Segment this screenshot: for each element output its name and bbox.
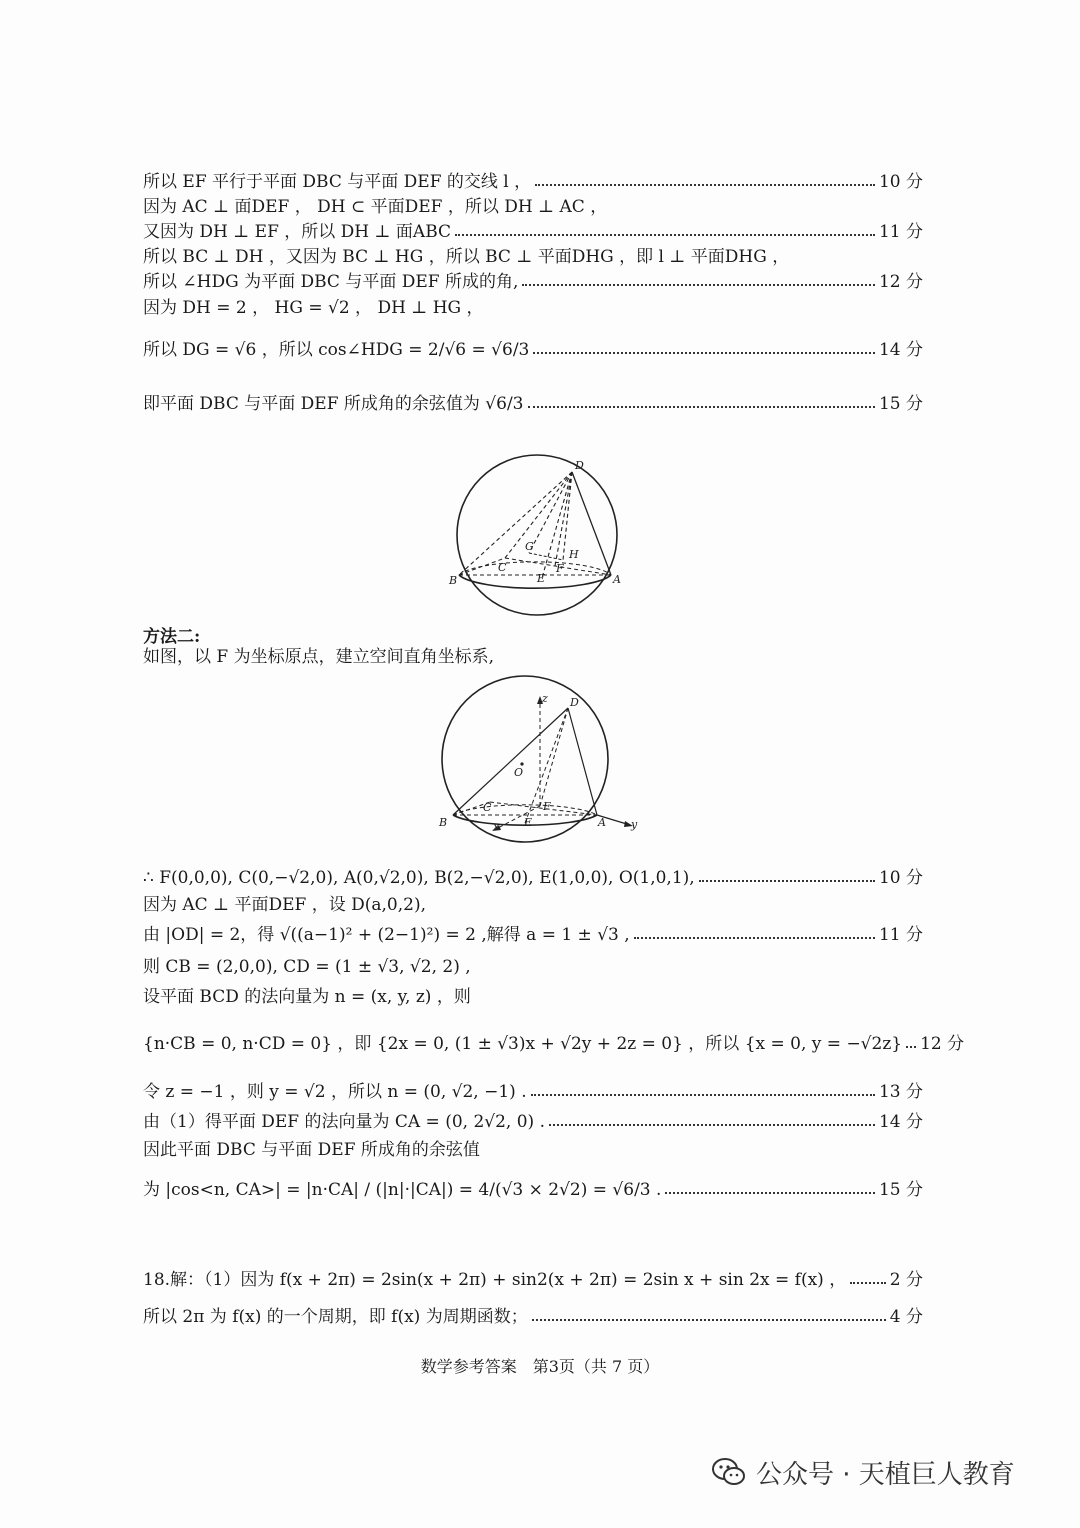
- score-label: 2 分: [889, 1270, 923, 1290]
- line-text: 由（1）得平面 DEF 的法向量为 CA = (0, 2√2, 0) .: [143, 1112, 545, 1132]
- leader-dots: [528, 406, 875, 408]
- segment-DG: [529, 472, 572, 553]
- leader-dots: [699, 880, 875, 882]
- watermark: [712, 1452, 1015, 1492]
- label-D: D: [575, 459, 584, 472]
- line-text: 由 |OD| = 2，得 √((a−1)² + (2−1)²) = 2 ,解得 a = 1 ± √3 ,: [143, 925, 630, 945]
- label-C: C: [483, 801, 492, 814]
- line-text: 则 CB = (2,0,0), CD = (1 ± √3, √2, 2) ,: [143, 957, 471, 977]
- solution-line: [143, 1032, 965, 1056]
- solution-line: [143, 1268, 923, 1292]
- score-label: 10 分: [878, 868, 923, 888]
- label-B: B: [439, 816, 448, 829]
- line-text: {n·CB = 0, n·CD = 0} ，即 {2x = 0, (1 ± √3)x + √2y + 2z = 0} ，所以 {x = 0, y = −√2z}: [143, 1034, 903, 1054]
- line-text: 所以 ∠HDG 为平面 DBC 与平面 DEF 所成的角,: [143, 272, 519, 292]
- leader-dots: [533, 352, 875, 354]
- line-text: 所以 EF 平行于平面 DBC 与平面 DEF 的交线 l ，: [143, 172, 532, 192]
- leader-dots: [535, 184, 875, 186]
- solution-line: [143, 985, 923, 1009]
- solution-line: [143, 893, 923, 917]
- line-text: 18.解：（1）因为 f(x + 2π) = 2sin(x + 2π) + sin2(x + 2π) = 2sin x + sin 2x = f(x) ，: [143, 1270, 847, 1290]
- solution-line: [143, 270, 923, 294]
- label-A: A: [598, 816, 606, 829]
- label-y: y: [631, 818, 638, 831]
- line-text: 所以 BC ⊥ DH ，又因为 BC ⊥ HG ，所以 BC ⊥ 平面DHG ，即 l ⊥ 平面DHG ，: [143, 247, 790, 267]
- leader-dots: [455, 234, 875, 236]
- score-label: 4 分: [889, 1307, 923, 1327]
- solution-line: [143, 170, 923, 194]
- method-heading: 方法二:: [143, 627, 201, 647]
- line-text: 因为 AC ⊥ 面DEF ， DH ⊂ 平面DEF ，所以 DH ⊥ AC ，: [143, 197, 608, 217]
- line-text: 所以 2π 为 f(x) 的一个周期，即 f(x) 为周期函数；: [143, 1307, 528, 1327]
- solution-line: [143, 220, 923, 244]
- leader-dots: [522, 284, 875, 286]
- solution-line: [143, 955, 923, 979]
- label-C: C: [498, 561, 507, 574]
- line-text: 因此平面 DBC 与平面 DEF 所成角的余弦值: [143, 1140, 480, 1160]
- leader-dots: [531, 1094, 875, 1096]
- label-E: E: [537, 572, 546, 585]
- line-text: 为 |cos<n, CA>| = |n·CA| / (|n|·|CA|) = 4/(√3 × 2√2) = √6/3 .: [143, 1180, 662, 1200]
- label-G: G: [525, 540, 534, 553]
- label-H: H: [569, 548, 579, 561]
- score-label: 13 分: [878, 1082, 923, 1102]
- line-text: 所以 DG = √6 ，所以 cos∠HDG = 2/√6 = √6/3: [143, 340, 530, 360]
- label-A: A: [613, 573, 621, 586]
- leader-dots: [532, 1319, 886, 1321]
- leader-dots: [665, 1192, 875, 1194]
- leader-dots: [906, 1046, 916, 1048]
- wechat-icon: [712, 1457, 746, 1487]
- line-text: 令 z = −1 ，则 y = √2 ，所以 n = (0, √2, −1) .: [143, 1082, 527, 1102]
- line-text: 因为 DH = 2 ， HG = √2 ， DH ⊥ HG ，: [143, 298, 484, 318]
- solution-line: [143, 923, 923, 947]
- solution-line: [143, 1080, 923, 1104]
- label-z: z: [542, 692, 548, 705]
- score-label: 11 分: [878, 222, 923, 242]
- solution-line: [143, 392, 923, 416]
- solution-line: [143, 1305, 923, 1329]
- segment-DF: [540, 708, 568, 806]
- sphere-figure-2: [430, 672, 645, 857]
- leader-dots: [850, 1282, 886, 1284]
- sphere-figure-1: [445, 450, 630, 620]
- score-label: 12 分: [878, 272, 923, 292]
- line-text: 又因为 DH ⊥ EF ，所以 DH ⊥ 面ABC: [143, 222, 452, 242]
- base-ellipse-front: [459, 575, 611, 588]
- label-E: E: [524, 816, 533, 829]
- score-label: 10 分: [878, 172, 923, 192]
- line-text: ∴ F(0,0,0), C(0,−√2,0), A(0,√2,0), B(2,−√2,0), E(1,0,0), O(1,0,1),: [143, 868, 695, 888]
- solution-line: [143, 1178, 923, 1202]
- leader-dots: [634, 937, 875, 939]
- solution-line: [143, 866, 923, 890]
- watermark-text: 公众号 · 天植巨人教育: [756, 1459, 1015, 1490]
- page-footer: 数学参考答案 第3页（共 7 页）: [420, 1357, 660, 1376]
- solution-line: [143, 1138, 923, 1162]
- score-label: 14 分: [878, 340, 923, 360]
- solution-line: [143, 296, 923, 320]
- segment-DA: [568, 708, 597, 815]
- label-x: x: [493, 820, 500, 833]
- score-label: 11 分: [878, 925, 923, 945]
- label-B: B: [449, 574, 458, 587]
- score-label: 15 分: [878, 1180, 923, 1200]
- segment-GH: [529, 553, 563, 560]
- label-O: O: [514, 766, 524, 779]
- score-label: 14 分: [878, 1112, 923, 1132]
- segment-DC: [505, 472, 572, 558]
- segment-DB: [453, 708, 568, 815]
- solution-line: [143, 338, 923, 362]
- leader-dots: [549, 1124, 875, 1126]
- label-F: F: [543, 800, 551, 813]
- base-ellipse-back: [459, 562, 611, 575]
- score-label: 12 分: [920, 1034, 965, 1054]
- line-text: 设平面 BCD 的法向量为 n = (x, y, z) ，则: [143, 987, 471, 1007]
- solution-line: [143, 195, 923, 219]
- solution-line: [143, 1110, 923, 1134]
- solution-line: [143, 645, 923, 669]
- label-F: F: [556, 562, 564, 575]
- solution-line: [143, 245, 923, 269]
- line-text: 因为 AC ⊥ 平面DEF ，设 D(a,0,2),: [143, 895, 426, 915]
- line-text: 如图，以 F 为坐标原点，建立空间直角坐标系,: [143, 647, 495, 667]
- label-D: D: [570, 696, 579, 709]
- score-label: 15 分: [878, 394, 923, 414]
- line-text: 即平面 DBC 与平面 DEF 所成角的余弦值为 √6/3: [143, 394, 524, 414]
- sphere-outline: [457, 455, 617, 615]
